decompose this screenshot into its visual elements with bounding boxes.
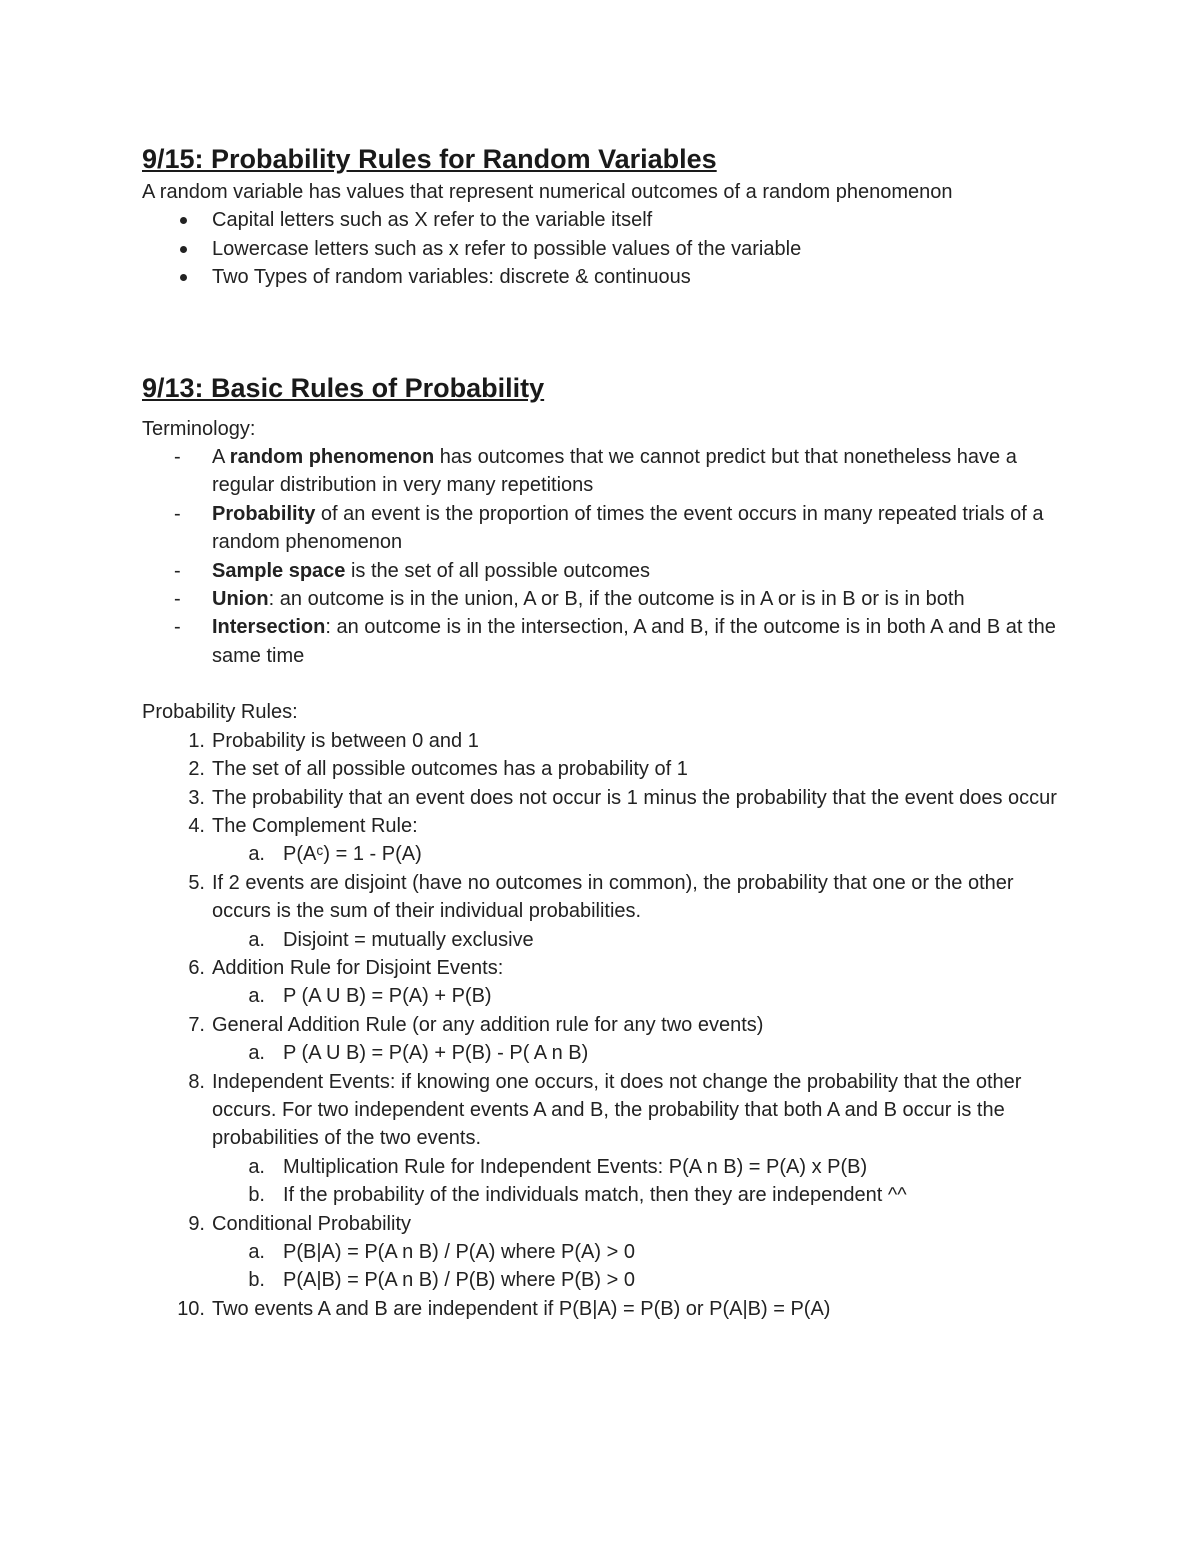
dash-marker: -: [174, 502, 181, 525]
term-bold: Union: [212, 588, 269, 611]
rule-text: Independent Events: if knowing one occurs, it does not change the probability that the other occurs. For two independent events A and B, the probability that both A and B occur is the probabilities of the two events.: [212, 1070, 1022, 1150]
dash-marker: -: [174, 446, 181, 469]
dash-marker: -: [174, 616, 181, 639]
bullet-icon: [180, 274, 187, 281]
subitem-text: P(Aᶜ) = 1 - P(A): [283, 843, 422, 866]
rule-text: The Complement Rule:: [212, 814, 418, 837]
rule-item: [142, 727, 1062, 755]
subitem-letter: a.: [248, 985, 265, 1008]
rule-item: [142, 784, 1062, 812]
bullet-icon: [180, 217, 187, 224]
subitem-text: Multiplication Rule for Independent Events: P(A n B) = P(A) x P(B): [283, 1155, 868, 1178]
term-bold: Sample space: [212, 559, 346, 582]
section-heading-random-variables: 9/15: Probability Rules for Random Variables: [142, 144, 717, 174]
subitem-letter: b.: [248, 1269, 265, 1292]
rule-text: Addition Rule for Disjoint Events:: [212, 956, 504, 979]
rule-number: 10.: [177, 1297, 205, 1320]
rule-subitem: [142, 840, 1062, 868]
rule-subitem: [142, 1181, 1062, 1209]
rule-item: [142, 954, 1062, 982]
subitem-letter: a.: [248, 1155, 265, 1178]
subitem-text: P (A U B) = P(A) + P(B) - P( A n B): [283, 1042, 589, 1065]
rule-text: The set of all possible outcomes has a probability of 1: [212, 758, 688, 781]
subitem-letter: a.: [248, 843, 265, 866]
rule-item: [142, 812, 1062, 840]
rule-number: 2.: [188, 758, 205, 781]
subitem-text: P (A U B) = P(A) + P(B): [283, 985, 492, 1008]
term-definition: : an outcome is in the intersection, A and B, if the outcome is in both A and B at the same time: [212, 616, 1056, 667]
rule-number: 8.: [188, 1070, 205, 1093]
subitem-letter: a.: [248, 1042, 265, 1065]
list-item: Lowercase letters such as x refer to possible values of the variable: [142, 235, 1062, 263]
list-item: Capital letters such as X refer to the variable itself: [142, 206, 1062, 234]
term-definition: has outcomes that we cannot predict but that nonetheless have a regular distribution in very many repetitions: [212, 446, 1017, 497]
rules-list: [142, 727, 1062, 1324]
rule-number: 5.: [188, 871, 205, 894]
term-item: [142, 557, 1062, 585]
term-item: [142, 443, 1062, 500]
subitem-letter: a.: [248, 928, 265, 951]
bullet-list: [142, 206, 1062, 291]
dash-marker: -: [174, 588, 181, 611]
subitem-letter: b.: [248, 1184, 265, 1207]
list-item: Two Types of random variables: discrete & continuous: [142, 263, 1062, 291]
dash-marker: -: [174, 559, 181, 582]
term-definition: of an event is the proportion of times the event occurs in many repeated trials of a random phenomenon: [212, 502, 1044, 554]
term-bold: random phenomenon: [229, 446, 435, 469]
intro-paragraph: A random variable has values that represent numerical outcomes of a random phenomenon: [142, 181, 953, 203]
section-heading-basic-rules: 9/13: Basic Rules of Probability: [142, 372, 545, 403]
document-page: [142, 140, 1062, 1323]
term-item: [142, 500, 1062, 557]
term-bold: Probability: [212, 502, 316, 525]
rule-item: [142, 1210, 1062, 1238]
rule-text: General Addition Rule (or any addition rule for any two events): [212, 1013, 764, 1036]
rule-number: 6.: [188, 956, 205, 979]
rule-text: Probability is between 0 and 1: [212, 729, 479, 752]
rule-text: If 2 events are disjoint (have no outcomes in common), the probability that one or the other occurs is the sum of their individual probabilities.: [212, 871, 1014, 923]
rule-number: 9.: [188, 1212, 205, 1235]
rule-item: [142, 1068, 1062, 1153]
rule-number: 7.: [188, 1013, 205, 1036]
rule-text: Two events A and B are independent if P(B|A) = P(B) or P(A|B) = P(A): [212, 1297, 831, 1320]
subitem-text: Disjoint = mutually exclusive: [283, 928, 534, 951]
term-prefix: A: [212, 446, 230, 469]
rule-number: 4.: [188, 814, 205, 837]
rule-item: [142, 755, 1062, 783]
bullet-icon: [180, 246, 187, 253]
term-item: [142, 585, 1062, 613]
terminology-list: [142, 443, 1062, 670]
rule-subitem: [142, 926, 1062, 954]
term-item: [142, 613, 1062, 670]
rule-text: The probability that an event does not occur is 1 minus the probability that the event does occur: [212, 786, 1057, 809]
rule-text: Conditional Probability: [212, 1212, 412, 1235]
term-definition: is the set of all possible outcomes: [345, 559, 651, 582]
rule-number: 1.: [188, 729, 205, 752]
rule-subitem: [142, 1039, 1062, 1067]
rule-subitem: [142, 982, 1062, 1010]
terminology-label: Terminology:: [142, 417, 256, 440]
rule-subitem: [142, 1238, 1062, 1266]
subitem-letter: a.: [248, 1241, 265, 1263]
subitem-text: P(B|A) = P(A n B) / P(A) where P(A) > 0: [283, 1241, 635, 1263]
rule-item: [142, 869, 1062, 926]
rule-item: [142, 1295, 1062, 1323]
rules-label: Probability Rules:: [142, 701, 298, 724]
subitem-text: P(A|B) = P(A n B) / P(B) where P(B) > 0: [283, 1269, 635, 1292]
term-bold: Intersection: [212, 616, 326, 639]
rule-number: 3.: [188, 786, 205, 809]
subitem-text: If the probability of the individuals match, then they are independent ^^: [283, 1184, 907, 1207]
rule-subitem: [142, 1266, 1062, 1294]
rule-item: [142, 1011, 1062, 1039]
rule-subitem: [142, 1153, 1062, 1181]
term-definition: : an outcome is in the union, A or B, if the outcome is in A or is in B or is in both: [268, 588, 965, 611]
